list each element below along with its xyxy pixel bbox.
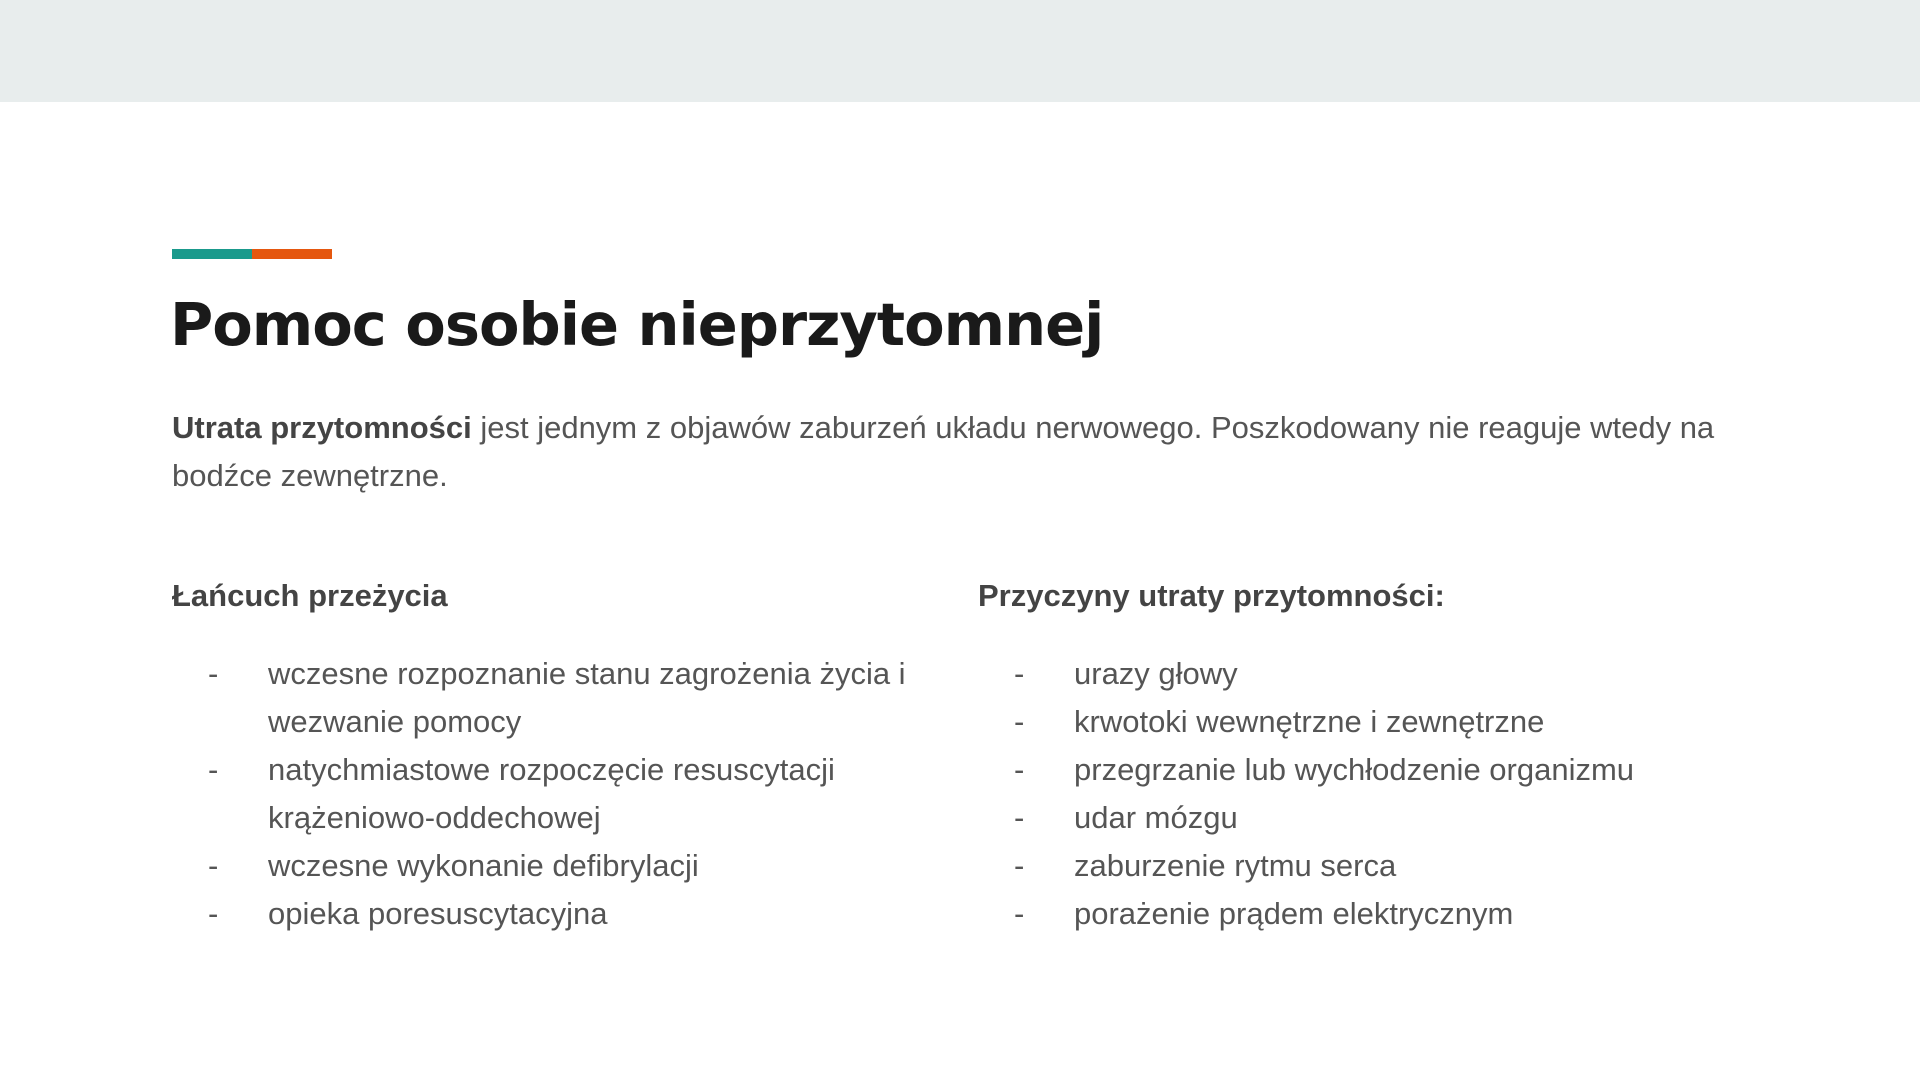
- list-dash: -: [1014, 704, 1025, 739]
- list-item: [978, 746, 1758, 794]
- list-item-text: wczesne wykonanie defibrylacji: [268, 848, 699, 883]
- list-dash: -: [1014, 800, 1025, 835]
- accent-bar-orange: [252, 249, 332, 259]
- causes-heading: Przyczyny utraty przytomności:: [978, 578, 1445, 613]
- slide: [0, 102, 1920, 1080]
- list-item-text: porażenie prądem elektrycznym: [1074, 896, 1514, 931]
- list-item-text: opieka poresuscytacyjna: [268, 896, 608, 931]
- causes-column: [978, 572, 1758, 938]
- list-dash: -: [208, 656, 219, 691]
- intro-text: jest jednym z objawów zaburzeń układu nerwowego. Poszkodowany nie reaguje wtedy na bodźce zewnętrzne.: [172, 410, 1715, 493]
- list-item: [978, 794, 1758, 842]
- list-item: [172, 890, 952, 938]
- list-dash: -: [1014, 848, 1025, 883]
- list-dash: -: [1014, 656, 1025, 691]
- list-dash: -: [208, 848, 219, 883]
- intro-paragraph: [172, 404, 1732, 500]
- accent-bar-teal: [172, 249, 252, 259]
- list-item-text: zaburzenie rytmu serca: [1074, 848, 1397, 883]
- list-item-text: udar mózgu: [1074, 800, 1238, 835]
- list-item: [978, 698, 1758, 746]
- survival-chain-column: [172, 572, 952, 938]
- list-item-text: wczesne rozpoznanie stanu zagrożenia życia i wezwanie pomocy: [268, 656, 906, 739]
- list-item-text: natychmiastowe rozpoczęcie resuscytacji krążeniowo-oddechowej: [268, 752, 835, 835]
- list-dash: -: [1014, 752, 1025, 787]
- survival-chain-heading: Łańcuch przeżycia: [172, 578, 448, 613]
- list-item-text: urazy głowy: [1074, 656, 1238, 691]
- slide-title: Pomoc osobie nieprzytomnej: [170, 290, 1104, 359]
- list-item: [172, 842, 952, 890]
- intro-bold-term: Utrata przytomności: [172, 410, 472, 445]
- accent-bar: [172, 249, 332, 259]
- list-item-text: krwotoki wewnętrzne i zewnętrzne: [1074, 704, 1545, 739]
- list-item: [172, 650, 952, 746]
- list-dash: -: [208, 752, 219, 787]
- list-item: [978, 890, 1758, 938]
- top-band: [0, 0, 1920, 102]
- causes-list: [978, 650, 1758, 938]
- list-item-text: przegrzanie lub wychłodzenie organizmu: [1074, 752, 1635, 787]
- list-item: [978, 842, 1758, 890]
- list-dash: -: [208, 896, 219, 931]
- list-item: [172, 746, 952, 842]
- list-dash: -: [1014, 896, 1025, 931]
- list-item: [978, 650, 1758, 698]
- survival-chain-list: [172, 650, 952, 938]
